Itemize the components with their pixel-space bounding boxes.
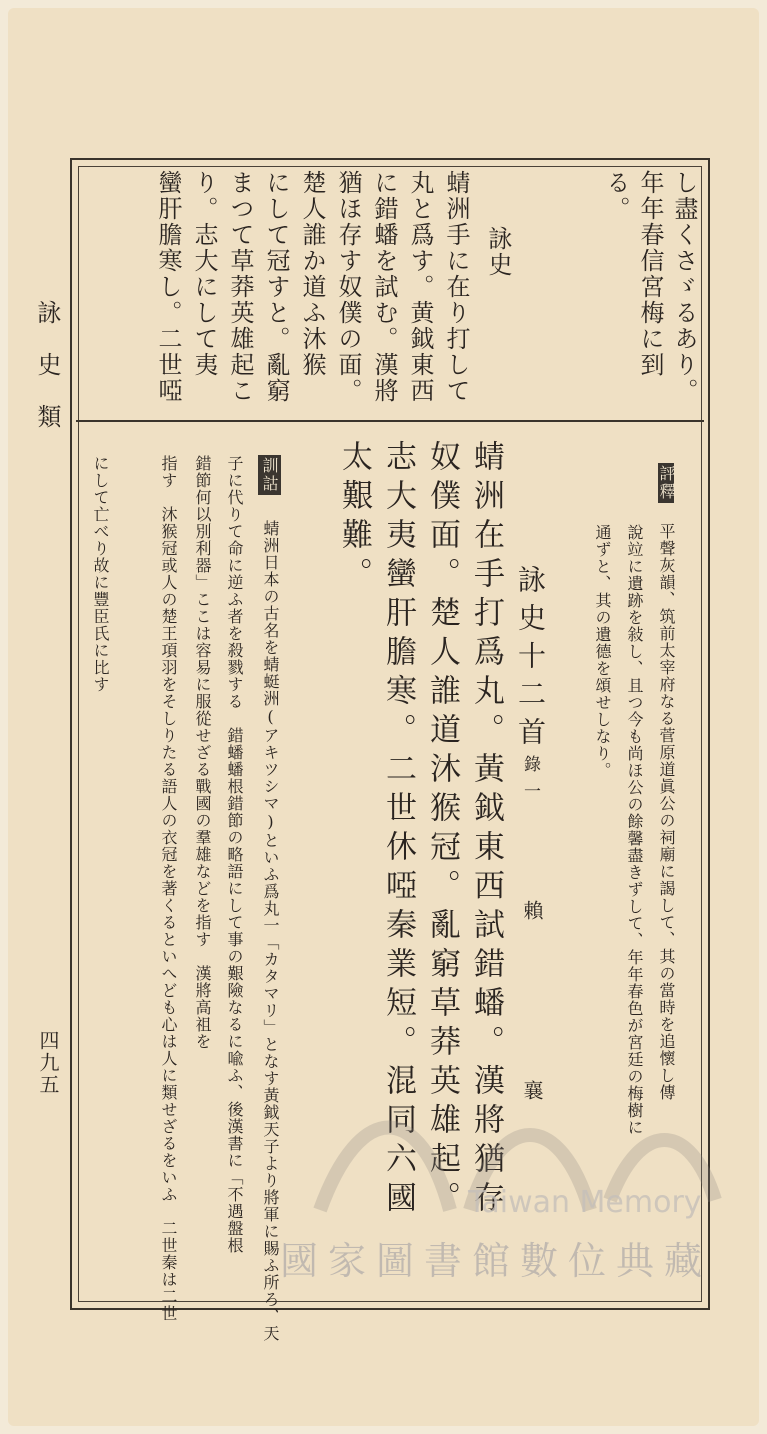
gloss-line: 錯節何以別利器」ここは容易に服從せざる戰國の羣雄などを指す 漢將高祖を — [193, 455, 212, 1050]
gloss-line: 子に代りて命に逆ふ者を殺戮する 錯蟠蟠根錯節の略語にして事の艱險なるに喩ふ、後漢書に「不遇盤根 — [225, 455, 244, 1254]
poem-line: 太艱難。 — [336, 440, 372, 596]
gloss-line: にして亡べり故に豐臣氏に比す — [91, 455, 110, 693]
poem-author-suffix: 襄 — [520, 1080, 544, 1100]
top-line: まつて草莽英雄起こ — [226, 170, 254, 404]
top-line: に錯蟠を試む。漢將 — [370, 170, 398, 404]
top-line: 猶ほ存す奴僕の面。 — [334, 170, 362, 404]
top-line: る。 — [602, 170, 630, 222]
top-line: にして冠すと。亂窮 — [262, 170, 290, 404]
poem-line: 蜻洲在手打爲丸。黃鉞東西試錯蟠。漢將猶存 — [468, 440, 504, 1220]
watermark-english: Taiwan Memory — [468, 1185, 702, 1220]
top-line: 丸と爲す。黄鉞東西 — [406, 170, 434, 404]
gloss-badge: 訓詁 — [260, 457, 279, 493]
commentary-line: 通ずと、其の遺德を頌せしなり。 — [593, 524, 612, 779]
watermark-chinese: 國家圖書館數位典藏 — [280, 1239, 713, 1283]
top-line: 蜻洲手に在り打して — [442, 170, 470, 404]
poem-line: 奴僕面。楚人誰道沐猴冠。亂窮草莽英雄起。 — [424, 440, 460, 1220]
top-line: 蠻肝膽寒し。二世啞 — [154, 170, 182, 404]
poem-author: 賴 — [520, 900, 544, 920]
running-title: 詠史類 — [33, 300, 61, 456]
gloss-line: 指す 沐猴冠或人の楚王項羽をそしりたる語人の衣冠を著くるといへども心は人に類せざるをいふ 二世秦は二世 — [159, 455, 178, 1322]
top-line: し盡くさゞるあり。 — [670, 170, 698, 404]
page-number: 四九五 — [36, 1030, 60, 1096]
poem-title: 詠史十二首錄一 — [514, 565, 547, 809]
top-line: 楚人誰か道ふ沐猴 — [298, 170, 326, 378]
commentary-badge: 評釋 — [657, 465, 676, 501]
top-line: り。志大にして夷 — [190, 170, 218, 378]
commentary-line: 說竝に遺跡を敍し、且つ今も尚ほ公の餘馨盡きずして、年年春色が宮廷の梅樹に — [625, 524, 644, 1136]
commentary-line: 評釋 平聲灰韻、筑前太宰府なる菅原道眞公の祠廟に謁して、其の當時を追懷し傳 — [657, 465, 676, 1101]
reading-heading: 詠史 — [484, 226, 512, 278]
gloss-line: 蜻洲日本の古名を蜻蜓洲(アキツシマ)といふ爲丸一「カタマリ」となす黃鉞天子より將軍に賜ふ所ろ、天 — [261, 520, 280, 1342]
poem-line: 志大夷蠻肝膽寒。二世休啞秦業短。混同六國 — [380, 440, 416, 1220]
section-divider — [76, 420, 704, 422]
top-line: 年年春信宮梅に到 — [636, 170, 664, 378]
